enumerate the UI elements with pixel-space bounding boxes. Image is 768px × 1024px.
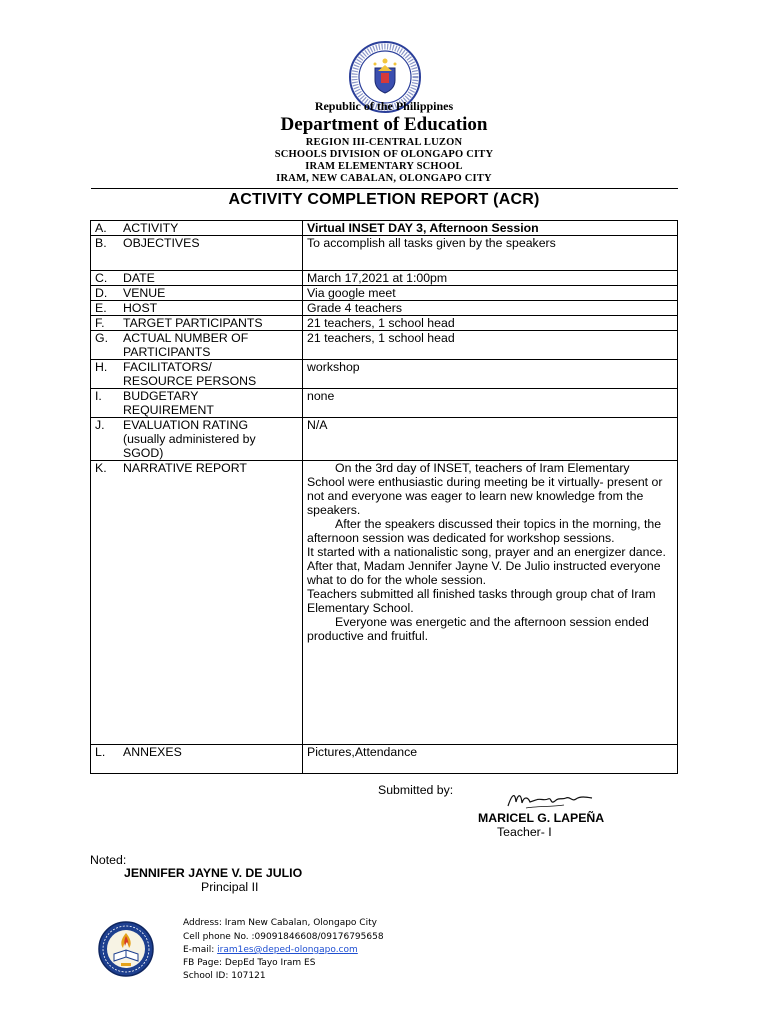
table-row-host [91,301,678,316]
table-row-activity [91,221,678,236]
label-line: ACTUAL NUMBER OF [123,331,249,345]
narrative-paragraph: After the speakers discussed their topics in the morning, the afternoon session was dedicated for workshop sessions. [307,517,662,545]
table-row-objectives [91,236,678,271]
actual-participants-label [123,331,302,359]
target-participants-value: 21 teachers, 1 school head [303,316,678,331]
label-line: PARTICIPANTS [123,345,211,359]
submitted-by-label: Submitted by: [378,783,454,797]
row-key: J. [95,418,105,432]
activity-label: ACTIVITY [123,221,179,235]
footer-email-link[interactable]: iram1es@deped-olongapo.com [217,945,358,955]
target-participants-label: TARGET PARTICIPANTS [123,316,263,330]
objectives-label: OBJECTIVES [123,236,200,250]
table-row-evaluation [91,418,678,461]
handwritten-signature [506,788,598,812]
school-heading: IRAM ELEMENTARY SCHOOL [305,161,463,172]
label-line: EVALUATION RATING [123,418,249,432]
host-value: Grade 4 teachers [303,301,678,316]
label-line: BUDGETARY [123,389,199,403]
row-key: C. [95,271,108,285]
budgetary-value: none [303,389,678,418]
row-key: K. [95,461,107,475]
table-row-annexes [91,745,678,774]
row-key: L. [95,745,106,759]
footer-phone: Cell phone No. :09091846608/09176795658 [183,932,384,942]
label-line: SGOD) [123,446,164,460]
footer-email-label: E-mail: [183,945,218,955]
region-heading: REGION III-CENTRAL LUZON [305,137,463,148]
venue-label: VENUE [123,286,166,300]
table-row-budgetary [91,389,678,418]
row-key: E. [95,301,107,315]
footer-email-line [183,945,358,955]
narrative-value [303,461,678,745]
label-line: REQUIREMENT [123,403,214,417]
school-logo [94,920,158,978]
label-line: (usually administered by [123,432,256,446]
row-key: B. [95,236,107,250]
acr-table [90,220,678,774]
table-row-narrative [91,461,678,745]
footer-school-id: School ID: 107121 [183,971,266,981]
footer-address: Address: Iram New Cabalan, Olongapo City [183,918,377,928]
activity-value: Virtual INSET DAY 3, Afternoon Session [303,221,678,236]
label-line: RESOURCE PERSONS [123,374,257,388]
row-key: F. [95,316,105,330]
table-row-target-participants [91,316,678,331]
facilitators-value: workshop [303,360,678,389]
narrative-paragraph: Teachers submitted all finished tasks through group chat of Iram Elementary School. [307,587,656,615]
footer-fb-page: FB Page: DepEd Tayo Iram ES [183,958,316,968]
table-row-actual-participants [91,331,678,360]
annexes-value: Pictures,Attendance [303,745,678,774]
row-key: H. [95,360,108,374]
row-key: I. [95,389,102,403]
narrative-label: NARRATIVE REPORT [123,461,247,475]
actual-participants-value: 21 teachers, 1 school head [303,331,678,360]
venue-value: Via google meet [303,286,678,301]
report-title: ACTIVITY COMPLETION REPORT (ACR) [228,191,540,208]
submitter-position: Teacher- I [497,825,552,839]
republic-heading: Republic of the Philippines [314,99,454,113]
row-key: D. [95,286,108,300]
table-row-venue [91,286,678,301]
facilitators-label [123,360,302,388]
noter-position: Principal II [201,880,259,894]
evaluation-value: N/A [303,418,678,461]
narrative-paragraph: On the 3rd day of INSET, teachers of Iram Elementary School were enthusiastic during meeting be it virtually- present or not and everyone was eager to learn new knowledge from the speakers. [307,461,663,517]
annexes-label: ANNEXES [123,745,182,759]
noted-label: Noted: [90,853,127,867]
row-key: A. [95,221,107,235]
budgetary-label [123,389,302,417]
evaluation-label [123,418,302,460]
row-key: G. [95,331,108,345]
table-row-date [91,271,678,286]
date-value: March 17,2021 at 1:00pm [303,271,678,286]
host-label: HOST [123,301,158,315]
table-row-facilitators [91,360,678,389]
objectives-value: To accomplish all tasks given by the speakers [303,236,678,271]
narrative-paragraph: It started with a nationalistic song, prayer and an energizer dance. After that, Madam Jennifer Jayne V. De Julio instructed everyone what to do for the whole session. [307,545,666,587]
narrative-paragraph: Everyone was energetic and the afternoon session ended productive and fruitful. [307,615,649,643]
department-heading: Department of Education [280,114,488,135]
division-heading: SCHOOLS DIVISION OF OLONGAPO CITY [274,149,494,160]
date-label: DATE [123,271,155,285]
school-address-heading: IRAM, NEW CABALAN, OLONGAPO CITY [276,173,492,184]
noter-name: JENNIFER JAYNE V. DE JULIO [124,866,303,880]
header-divider [91,188,678,189]
label-line: FACILITATORS/ [123,360,212,374]
submitter-name: MARICEL G. LAPEÑA [478,811,605,825]
